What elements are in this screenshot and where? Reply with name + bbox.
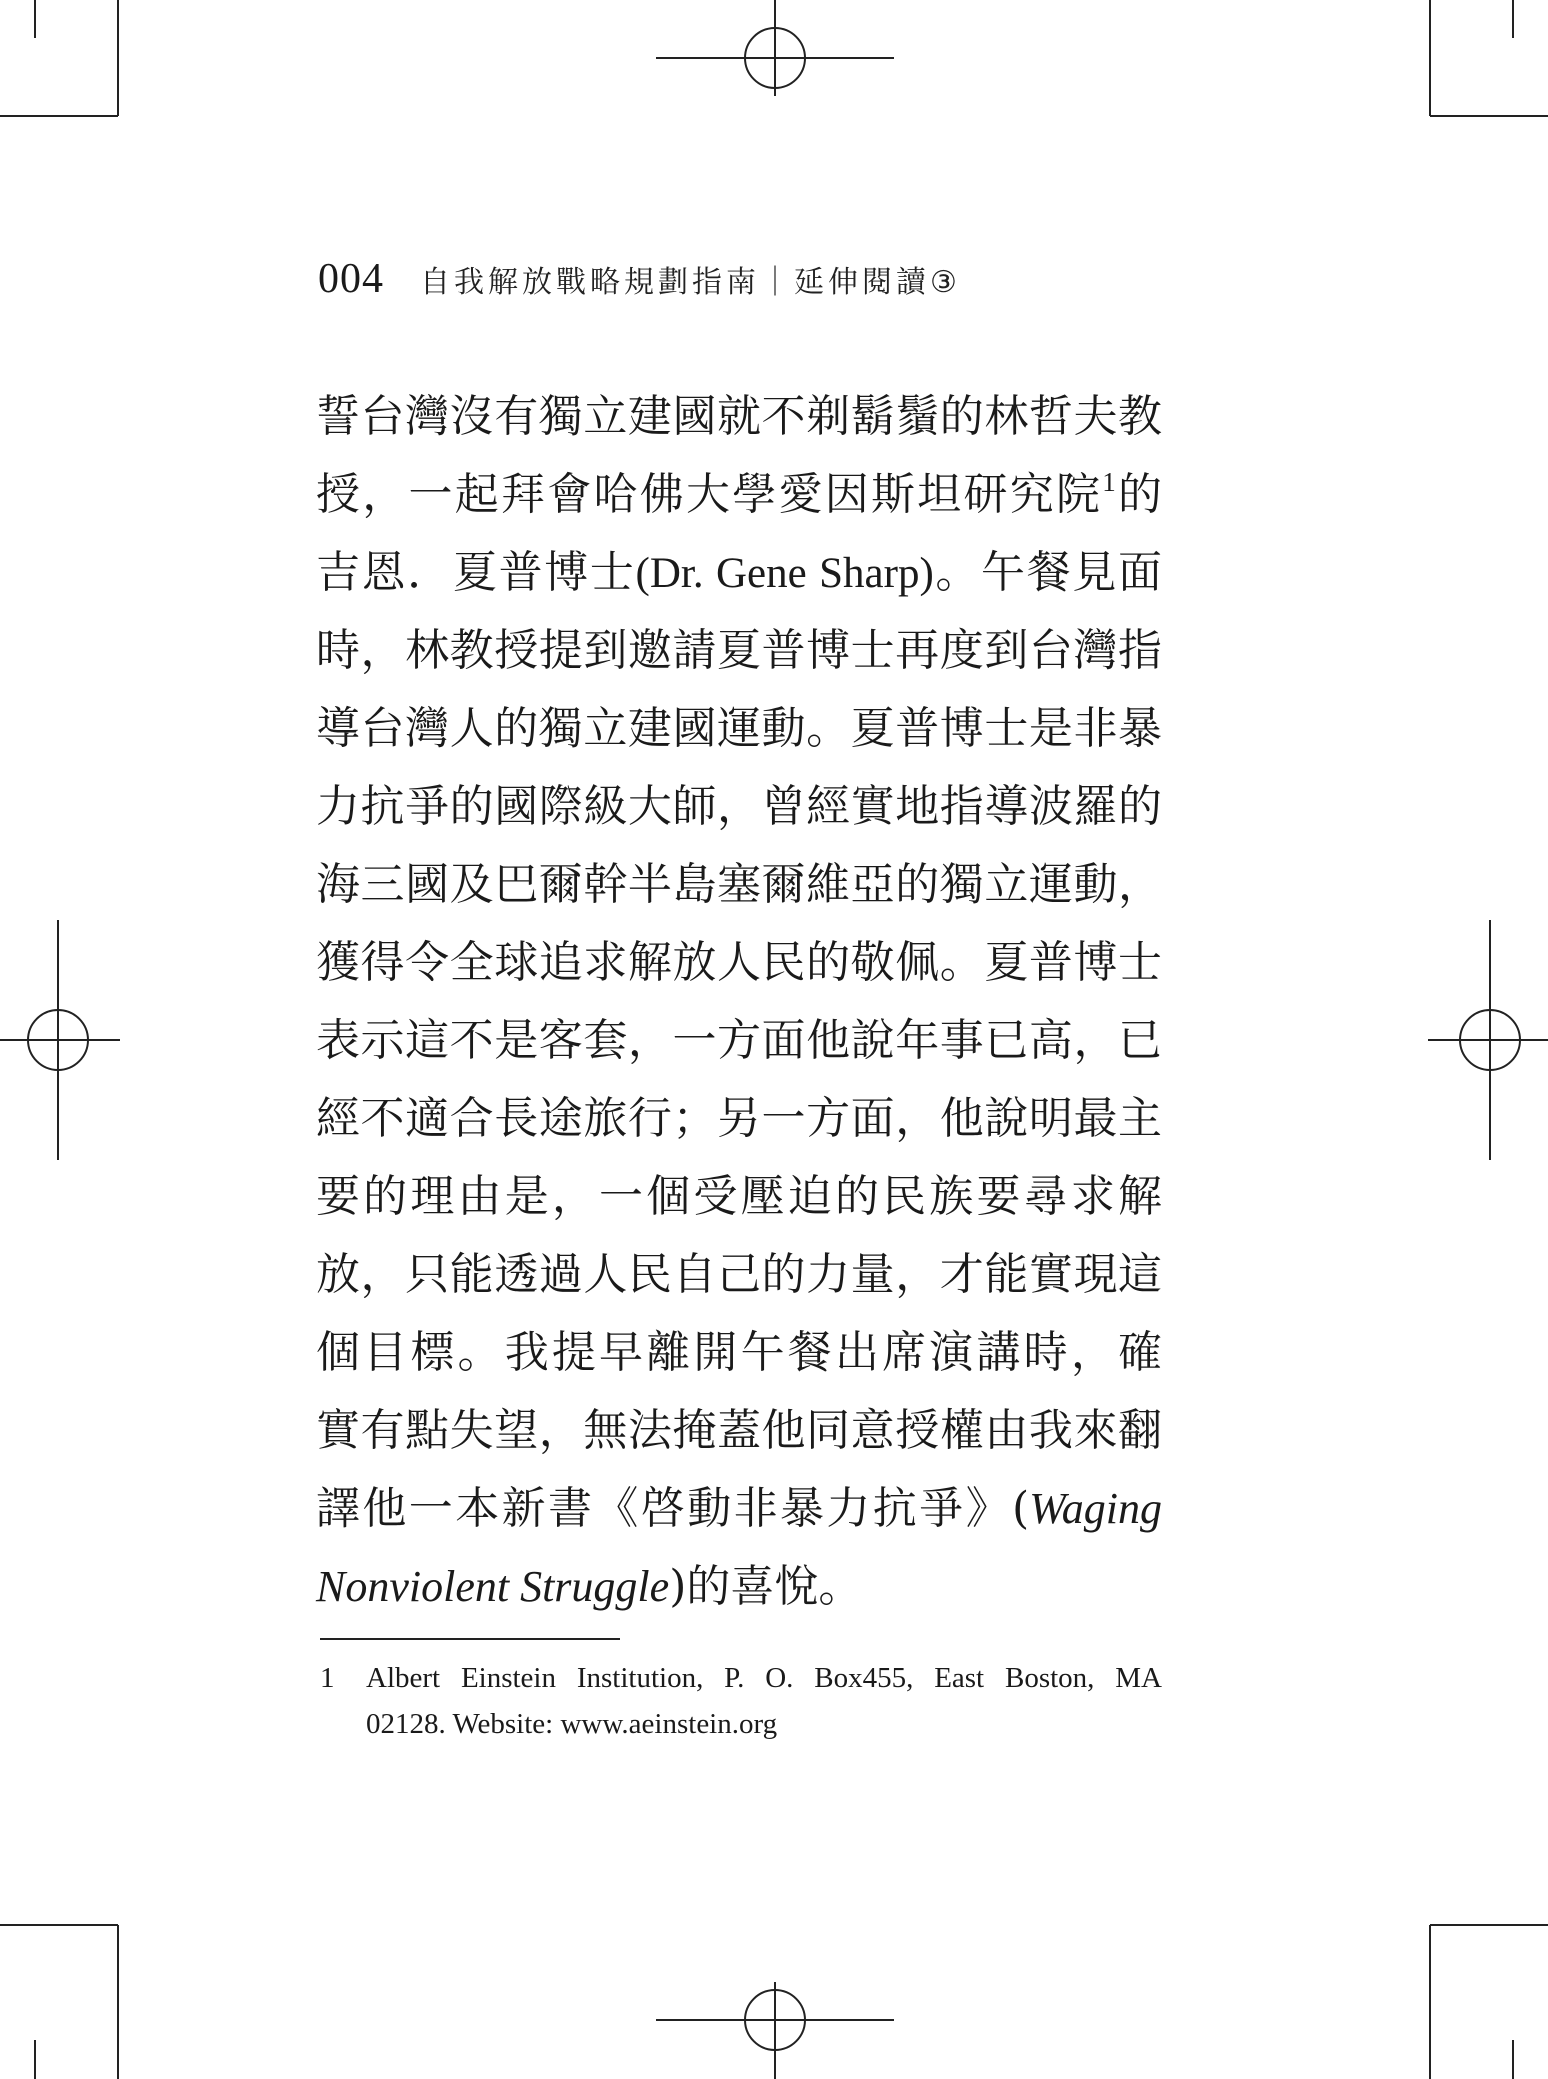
body-line: 實有點失望，無法掩蓋他同意授權由我來翻: [316, 1405, 1162, 1456]
body-line: 要的理由是，一個受壓迫的民族要尋求解: [316, 1171, 1162, 1222]
footnote-number: 1: [320, 1662, 335, 1694]
body-line: 授，一起拜會哈佛大學愛因斯坦研究院$^1$的: [316, 467, 1162, 520]
footnote-separator: [320, 1638, 620, 1640]
body-line: Nonviolent Struggle)的喜悅。: [316, 1561, 863, 1612]
running-title: 自我解放戰略規劃指南｜延伸閱讀③: [420, 265, 961, 300]
footnote-reference: 1: [1102, 467, 1116, 497]
body-line: 時，林教授提到邀請夏普博士再度到台灣指: [316, 625, 1162, 676]
body-line: 放，只能透過人民自己的力量，才能實現這: [316, 1249, 1162, 1300]
body-line: 海三國及巴爾幹半島塞爾維亞的獨立運動，: [316, 859, 1162, 910]
footnote-line: 02128. Website: www.aeinstein.org: [366, 1708, 778, 1740]
running-header: [318, 255, 961, 303]
body-line: 獲得令全球追求解放人民的敬佩。夏普博士: [316, 937, 1162, 988]
body-line: 誓台灣沒有獨立建國就不剃鬍鬚的林哲夫教: [316, 391, 1162, 442]
footnote: [320, 1655, 1162, 1747]
body-line: 表示這不是客套，一方面他說年事已高，已: [316, 1015, 1162, 1066]
body-line: 力抗爭的國際級大師，曾經實地指導波羅的: [316, 781, 1162, 832]
book-title-italic: Nonviolent Struggle: [316, 1562, 670, 1611]
body-line: 經不適合長途旅行；另一方面，他說明最主: [316, 1093, 1162, 1144]
body-line: 吉恩．夏普博士(Dr. Gene Sharp)。午餐見面: [316, 547, 1163, 598]
page-number: 004: [318, 256, 384, 302]
body-line: 導台灣人的獨立建國運動。夏普博士是非暴: [316, 703, 1162, 754]
body-line: 個目標。我提早離開午餐出席演講時，確: [316, 1327, 1162, 1378]
body-paragraph: [316, 378, 1162, 1626]
book-title-italic: Waging: [1029, 1484, 1162, 1533]
body-line: 譯他一本新書《啓動非暴力抗爭》(Waging: [316, 1483, 1162, 1534]
footnote-line: 1 Albert Einstein Institution, P. O. Box455, East Boston, MA: [320, 1655, 1162, 1701]
